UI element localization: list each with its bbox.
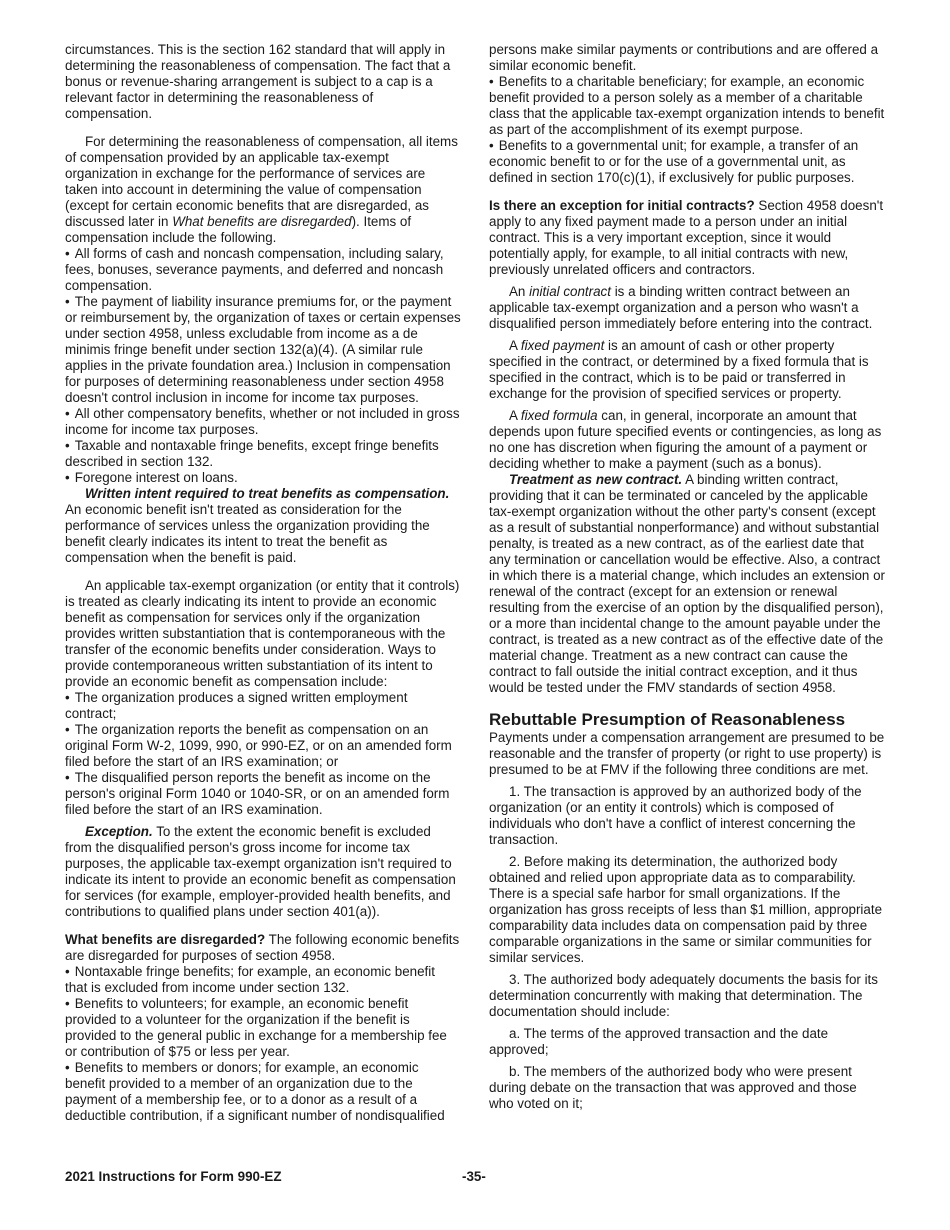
paragraph <box>65 134 461 246</box>
bullet-item: • Benefits to volunteers; for example, an economic benefit provided to a volunteer for the organization if the benefit is provided to the general public in exchange for a membership fee or contribution of $75 or less per year. <box>65 996 461 1060</box>
bullet-item: • The organization reports the benefit as compensation on an original Form W-2, 1099, 990, or 990-EZ, or on an amended form filed before the start of an IRS examination; or <box>65 722 461 770</box>
text: The following economic benefits are disregarded for purposes of section 4958. <box>65 932 460 963</box>
paragraph <box>65 486 461 566</box>
defined-term: initial contract <box>529 284 611 299</box>
left-column <box>65 42 461 1124</box>
footer-title: 2021 Instructions for Form 990-EZ <box>65 1169 282 1184</box>
paragraph <box>489 284 885 332</box>
run-in-heading: Exception. <box>85 824 153 839</box>
italic-ref: What benefits are disregarded <box>172 214 352 229</box>
sub-item: b. The members of the authorized body who were present during debate on the transaction that was approved and those who voted on it; <box>489 1064 857 1111</box>
question-heading: Is there an exception for initial contracts? <box>489 198 755 213</box>
bullet-item: • The disqualified person reports the benefit as income on the person's original Form 1040 or 1040-SR, or on an amended form filed before the start of an IRS examination. <box>65 770 461 818</box>
bullet-item: • Foregone interest on loans. <box>65 470 461 486</box>
bullet-item: • Benefits to a governmental unit; for example, a transfer of an economic benefit to or for the use of a governmental unit, as defined in section 170(c)(1), if exclusively for public purposes. <box>489 138 885 186</box>
paragraph: An applicable tax-exempt organization (or entity that it controls) is treated as clearly indicating its intent to provide an economic benefit as compensation for services only if the organization provides written substantiation that is contemporaneous with the transfer of the economic benefits under consideration. Ways to provide contemporaneous written substantiation of its intent to provide an economic benefit as compensation include: <box>65 578 460 689</box>
question-heading: What benefits are disregarded? <box>65 932 266 947</box>
run-in-heading: Treatment as new contract. <box>509 472 683 487</box>
sub-item: a. The terms of the approved transaction and the date approved; <box>489 1026 829 1057</box>
page-number: -35- <box>462 1169 486 1184</box>
paragraph <box>489 338 885 402</box>
paragraph <box>489 198 885 278</box>
defined-term: fixed payment <box>520 338 605 353</box>
text: A binding written contract, providing that it can be terminated or canceled by the applicable tax-exempt organization without the other party's consent (except as a result of substantial nonperformance) and without substantial penalty, is treated as a new contract, as of the earliest date that any termination or cancellation would be effective. Also, a contract in which there is a material change, which includes an extension or renewal of the contract (except for an extension or renewal resulting from the exercise of an option by the disqualified person), or a more than incidental change to the amount payable under the contract, is treated as a new contract as of the effective date of the material change. Treatment as a new contract can cause the contract to fall outside the initial contract exception, and it thus would be tested under the FMV standards of section 4958. <box>489 472 885 695</box>
text: ). Items of compensation include the following. <box>65 214 412 245</box>
paragraph: circumstances. This is the section 162 standard that will apply in determining the reasonableness of compensation. The fact that a bonus or revenue-sharing arrangement is subject to a cap is a relevant factor in determining the reasonableness of compensation. <box>65 42 451 121</box>
defined-term: fixed formula <box>520 408 598 423</box>
condition-item: 2. Before making its determination, the authorized body obtained and relied upon appropriate data as to comparability. There is a special safe harbor for small organizations. If the organization has gross receipts of less than $1 million, appropriate comparability data includes data on compensation paid by three comparable organizations in the same or similar communities for similar services. <box>489 854 883 965</box>
bullet-item: • Taxable and nontaxable fringe benefits, except fringe benefits described in section 132. <box>65 438 461 470</box>
page-footer <box>65 1169 885 1184</box>
text: An economic benefit isn't treated as consideration for the performance of services unless the organization providing the benefit clearly indicates its intent to treat the benefit as compensation when the benefit is paid. <box>65 502 430 565</box>
paragraph: Payments under a compensation arrangement are presumed to be reasonable and the transfer of property (or right to use property) is presumed to be at FMV if the following three conditions are met. <box>489 730 885 777</box>
section-title: Rebuttable Presumption of Reasonableness <box>489 710 846 729</box>
paragraph <box>489 408 885 472</box>
condition-item: 3. The authorized body adequately documents the basis for its determination concurrently with making that determination. The documentation should include: <box>489 972 878 1019</box>
bullet-item: • Benefits to a charitable beneficiary; for example, an economic benefit provided to a person solely as a member of a charitable class that the applicable tax-exempt organization intends to benefit as part of the accomplishment of its exempt purpose. <box>489 74 885 138</box>
text: Section 4958 doesn't apply to any fixed payment made to a person under an initial contract. This is a very important exception, since it would potentially apply, for example, to all initial contracts with new, previously unrelated officers and contractors. <box>489 198 884 277</box>
condition-item: 1. The transaction is approved by an authorized body of the organization (or an entity it controls) which is composed of individuals who don't have a conflict of interest concerning the transaction. <box>489 784 862 847</box>
paragraph: persons make similar payments or contributions and are offered a similar economic benefit. <box>489 42 879 73</box>
bullet-item: • The organization produces a signed written employment contract; <box>65 690 461 722</box>
run-in-heading: Written intent required to treat benefits as compensation. <box>85 486 450 501</box>
text: To the extent the economic benefit is excluded from the disqualified person's gross income for income tax purposes, the applicable tax-exempt organization isn't required to indicate its intent to provide an economic benefit as compensation for services (for example, employer-provided health benefits, and contributions to qualified plans under section 401(a)). <box>65 824 456 919</box>
text: is a binding written contract between an applicable tax-exempt organization and a person who wasn't a disqualified person immediately before entering into the contract. <box>489 284 873 331</box>
text: A <box>509 408 521 423</box>
bullet-item: • Nontaxable fringe benefits; for example, an economic benefit that is excluded from income under section 132. <box>65 964 461 996</box>
bullet-item: • The payment of liability insurance premiums for, or the payment or reimbursement by, the organization of taxes or certain expenses under section 4958, unless excludable from income as a de minimis fringe benefit under section 132(a)(4). (A similar rule applies in the private foundation area.) Inclusion in compensation for purposes of determining reasonableness under section 4958 doesn't control inclusion in income for income tax purposes. <box>65 294 461 406</box>
text: A <box>509 338 521 353</box>
bullet-item: • All other compensatory benefits, whether or not included in gross income for income tax purposes. <box>65 406 461 438</box>
paragraph <box>65 824 461 920</box>
paragraph <box>489 472 885 696</box>
text: For determining the reasonableness of compensation, all items of compensation provided by an applicable tax-exempt organization in exchange for the performance of services are taken into account in determining the value of compensation (except for certain economic benefits that are disregarded, as discussed later in <box>65 134 458 229</box>
right-column <box>489 42 885 1112</box>
text: can, in general, incorporate an amount that depends upon future specified events or contingencies, as long as no one has discretion when figuring the amount of a payment or deciding whether to make a payment (such as a bonus). <box>489 408 882 471</box>
paragraph <box>65 932 461 964</box>
text: is an amount of cash or other property specified in the contract, or determined by a fixed formula that is specified in the contract, which is to be paid or transferred in exchange for the provision of specified services or property. <box>489 338 869 401</box>
text: An <box>509 284 530 299</box>
bullet-item: • Benefits to members or donors; for example, an economic benefit provided to a member of an organization due to the payment of a membership fee, or to a donor as a result of a deductible contribution, if a significant number of nondisqualified <box>65 1060 461 1124</box>
bullet-item: • All forms of cash and noncash compensation, including salary, fees, bonuses, severance payments, and deferred and noncash compensation. <box>65 246 461 294</box>
